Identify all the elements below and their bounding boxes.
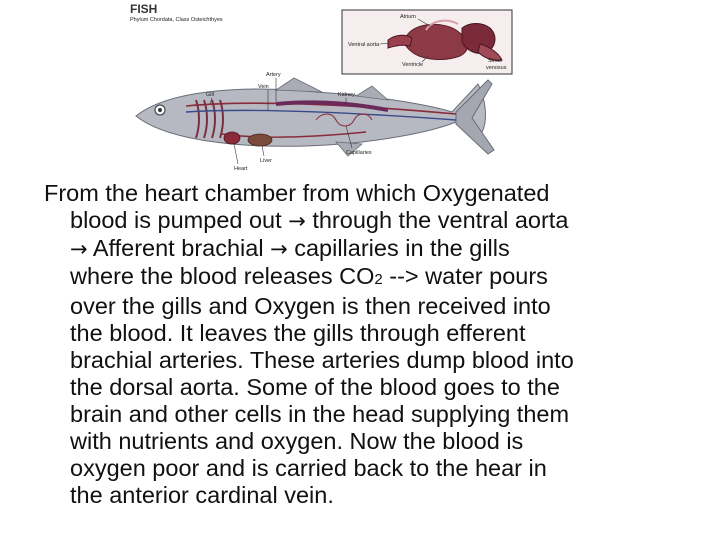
caption-line-3-part-a: Afferent brachial [92, 235, 264, 261]
fish-diagram-svg [126, 0, 517, 180]
label-gill: Gill [206, 92, 214, 98]
label-heart: Heart [234, 166, 248, 172]
heart-inset [342, 10, 512, 74]
caption-line-7: brachial arteries. These arteries dump blood into [70, 347, 574, 373]
label-atrium: Atrium [400, 14, 416, 20]
label-kidney: Kidney [338, 92, 355, 98]
caption-line-4-part-b: --> water pours [389, 263, 548, 289]
caption-line-1: From the heart chamber from which Oxygenated [44, 180, 550, 206]
figure-title: FISH [130, 2, 158, 16]
label-ventricle: Ventricle [402, 62, 424, 68]
caption-line-12: the anterior cardinal vein. [70, 482, 334, 508]
caption-line-4 [44, 263, 704, 293]
caption-line-2-part-a: blood is pumped out [70, 207, 282, 233]
right-arrow-icon: → [270, 237, 288, 261]
caption-text [44, 180, 704, 509]
caption-line-6: the blood. It leaves the gills through efferent [70, 320, 526, 346]
caption-line-3 [44, 235, 704, 263]
label-venosus: venosus [486, 65, 507, 71]
caption-line-2-part-b: through the ventral aorta [312, 207, 569, 233]
fish-circulation-figure [126, 0, 517, 180]
figure-subtitle: Phylum Chordata, Class Osteichthyes [130, 17, 223, 23]
label-capillaries: Capillaries [346, 150, 372, 156]
caption-line-9: brain and other cells in the head supplying them [70, 401, 570, 427]
right-arrow-icon: → [70, 237, 88, 261]
label-sinus: Sinus [488, 58, 502, 64]
caption-line-10: with nutrients and oxygen. Now the blood is [70, 428, 524, 454]
caption-line-11: oxygen poor and is carried back to the hear in [70, 455, 547, 481]
caption-line-3-part-b: capillaries in the gills [294, 235, 510, 261]
label-artery: Artery [266, 72, 281, 78]
co2-subscript: 2 [374, 271, 383, 288]
caption-line-2 [44, 207, 704, 235]
fish-pupil [158, 108, 162, 112]
label-liver: Liver [260, 158, 272, 164]
right-arrow-icon: → [288, 209, 306, 233]
label-ventral-aorta: Ventral aorta [348, 42, 380, 48]
heart-organ [224, 132, 240, 144]
caption-line-4-part-a: where the blood releases CO [70, 263, 375, 289]
label-vein: Vein [258, 84, 269, 90]
caption-line-5: over the gills and Oxygen is then received into [70, 293, 551, 319]
caption-line-8: the dorsal aorta. Some of the blood goes to the [70, 374, 560, 400]
liver-organ [248, 134, 272, 146]
